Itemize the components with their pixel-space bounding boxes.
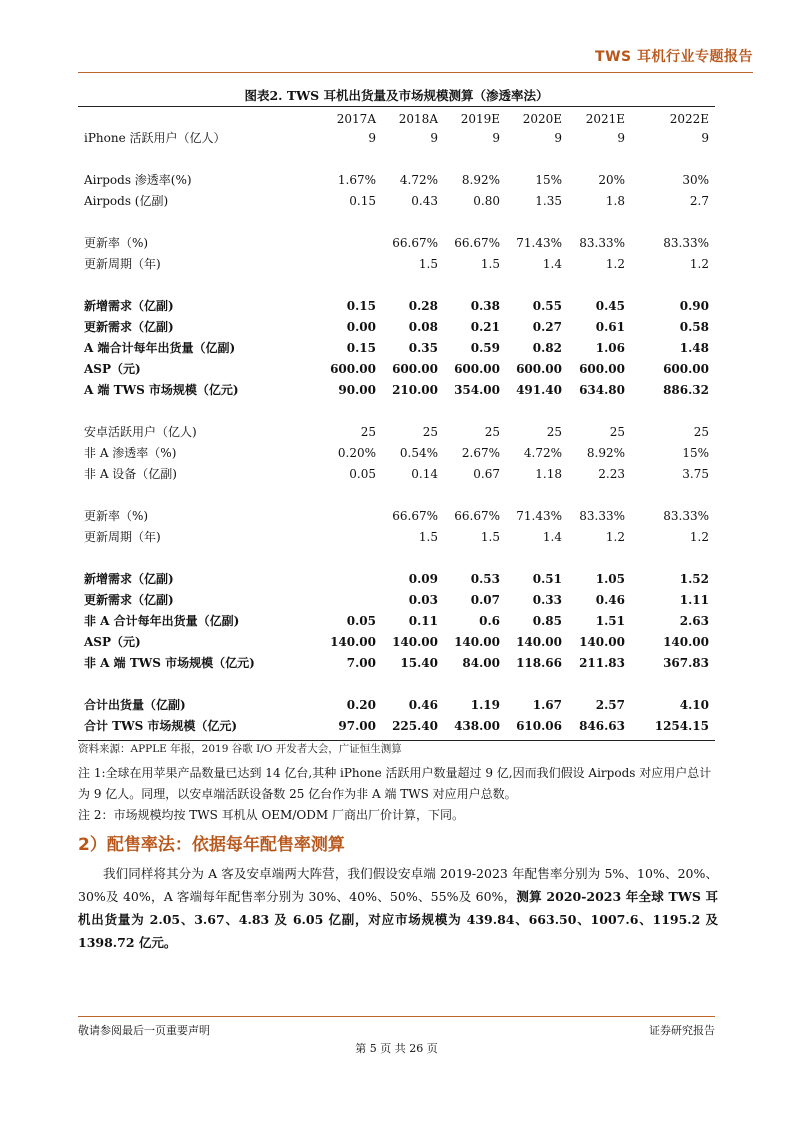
table-row xyxy=(84,296,709,317)
row-label: 合计 TWS 市场规模（亿元) xyxy=(84,719,238,733)
table-cell: 2.7 xyxy=(689,194,709,208)
table-cell: 2.57 xyxy=(595,698,625,712)
body-paragraph xyxy=(78,862,718,954)
table-row xyxy=(84,695,709,716)
table-row xyxy=(84,380,709,401)
table-cell: 15% xyxy=(682,446,709,460)
row-label: 新增需求（亿副) xyxy=(84,299,174,313)
table-cell: 1.35 xyxy=(535,194,562,208)
row-label: 非 A 渗透率（%) xyxy=(84,446,177,460)
table-cell: 1.4 xyxy=(542,530,562,544)
table-cell: 610.06 xyxy=(516,719,562,733)
table-cell: 140.00 xyxy=(454,635,500,649)
table-cell: 3.75 xyxy=(682,467,709,481)
footer-disclaimer: 敬请参阅最后一页重要声明 xyxy=(78,1024,210,1037)
table-cell: 0.05 xyxy=(346,614,376,628)
table-cell: 1.48 xyxy=(679,341,709,355)
table-header-row xyxy=(84,110,709,128)
table-row xyxy=(84,359,709,380)
footer-report-type: 证券研究报告 xyxy=(649,1024,715,1037)
table-cell: 491.40 xyxy=(516,383,562,397)
table-cell xyxy=(309,506,376,527)
table-cell: 0.09 xyxy=(408,572,438,586)
column-header: 2017A xyxy=(336,112,376,126)
footer-divider xyxy=(78,1016,715,1017)
table-cell: 25 xyxy=(360,425,376,439)
table-cell: 118.66 xyxy=(516,656,562,670)
table-cell: 1.51 xyxy=(595,614,625,628)
table-cell: 1.5 xyxy=(480,257,500,271)
table-cell: 0.45 xyxy=(595,299,625,313)
table-cell: 2.23 xyxy=(598,467,625,481)
row-label: 更新周期（年) xyxy=(84,530,161,544)
row-label: Airpods (亿副) xyxy=(84,194,169,208)
table-cell: 71.43% xyxy=(516,236,562,250)
table-cell: 2.63 xyxy=(679,614,709,628)
spacer-row xyxy=(84,548,709,569)
table-cell: 83.33% xyxy=(663,509,709,523)
table-cell: 886.32 xyxy=(663,383,709,397)
table-cell: 15% xyxy=(535,173,562,187)
table-row xyxy=(84,443,709,464)
table-cell: 438.00 xyxy=(454,719,500,733)
table-cell: 0.90 xyxy=(679,299,709,313)
table-row xyxy=(84,170,709,191)
table-cell: 600.00 xyxy=(579,362,625,376)
column-header: 2021E xyxy=(585,112,625,126)
spacer-row xyxy=(84,401,709,422)
spacer-row xyxy=(84,485,709,506)
row-label: 非 A 端 TWS 市场规模（亿元) xyxy=(84,656,255,670)
table-cell: 25 xyxy=(609,425,625,439)
table-cell: 9 xyxy=(617,131,625,145)
table-cell: 0.15 xyxy=(349,194,376,208)
table-cell: 1254.15 xyxy=(654,719,709,733)
table-cell: 140.00 xyxy=(392,635,438,649)
header-divider xyxy=(78,72,753,73)
table-cell: 1.52 xyxy=(679,572,709,586)
table-cell: 8.92% xyxy=(461,173,500,187)
table-cell: 1.5 xyxy=(480,530,500,544)
table-cell: 1.18 xyxy=(535,467,562,481)
table-cell: 66.67% xyxy=(454,509,500,523)
table-cell: 0.82 xyxy=(532,341,562,355)
table-cell: 225.40 xyxy=(392,719,438,733)
table-cell: 84.00 xyxy=(462,656,500,670)
table-cell: 140.00 xyxy=(663,635,709,649)
note-1: 注 1:全球在用苹果产品数量已达到 14 亿台,其种 iPhone 活跃用户数量超过 9 亿,因而我们假设 Airpods 对应用户总计为 9 亿人。同理，以安卓端活跃设备数 25 亿台作为非 A 端 TWS 对应用户总数。 xyxy=(78,766,712,801)
table-row xyxy=(84,506,709,527)
table-cell: 600.00 xyxy=(663,362,709,376)
table-cell: 0.20 xyxy=(346,698,376,712)
table-cell: 367.83 xyxy=(663,656,709,670)
row-label: 新增需求（亿副) xyxy=(84,572,174,586)
table-cell: 0.14 xyxy=(411,467,438,481)
table-cell: 25 xyxy=(484,425,500,439)
table-cell: 0.53 xyxy=(470,572,500,586)
table-cell: 600.00 xyxy=(454,362,500,376)
table-cell: 0.15 xyxy=(346,299,376,313)
table-cell: 4.10 xyxy=(679,698,709,712)
table-cell: 9 xyxy=(430,131,438,145)
table-cell: 7.00 xyxy=(346,656,376,670)
table-cell: 0.05 xyxy=(349,467,376,481)
table-cell: 1.5 xyxy=(418,530,438,544)
figure-caption: 图表2. TWS 耳机出货量及市场规模测算（渗透率法） xyxy=(244,88,549,103)
table-cell: 1.8 xyxy=(605,194,625,208)
table-row xyxy=(84,653,709,674)
table-cell: 25 xyxy=(422,425,438,439)
column-header: 2020E xyxy=(522,112,562,126)
row-label: iPhone 活跃用户（亿人） xyxy=(84,131,226,145)
table-row xyxy=(84,254,709,275)
table-row xyxy=(84,191,709,212)
table-row xyxy=(84,632,709,653)
row-label: 更新需求（亿副) xyxy=(84,593,174,607)
row-label: A 端合计每年出货量（亿副) xyxy=(84,341,236,355)
table-cell: 211.83 xyxy=(579,656,625,670)
table-cell: 20% xyxy=(598,173,625,187)
table-cell: 0.03 xyxy=(408,593,438,607)
table-cell: 83.33% xyxy=(663,236,709,250)
table-cell: 0.27 xyxy=(532,320,562,334)
table-cell: 1.06 xyxy=(595,341,625,355)
table-cell: 1.2 xyxy=(605,257,625,271)
table-row xyxy=(84,338,709,359)
table-cell: 0.46 xyxy=(408,698,438,712)
table-cell: 66.67% xyxy=(392,236,438,250)
row-label: 更新周期（年) xyxy=(84,257,161,271)
spacer-row xyxy=(84,275,709,296)
table-cell xyxy=(309,569,376,590)
table-cell xyxy=(309,233,376,254)
table-cell: 83.33% xyxy=(579,509,625,523)
table-cell: 66.67% xyxy=(454,236,500,250)
table-cell: 15.40 xyxy=(400,656,438,670)
row-label: A 端 TWS 市场规模（亿元) xyxy=(84,383,239,397)
paragraph-bold-text: 测算 2020-2023 年全球 TWS 耳机出货量为 2.05、3.67、4.83 及 6.05 亿副，对应市场规模为 439.84、663.50、1007.6、1195.2 及 1398.72 亿元。 xyxy=(78,889,718,950)
table-cell: 634.80 xyxy=(579,383,625,397)
table-cell: 0.6 xyxy=(479,614,500,628)
table-cell: 0.38 xyxy=(470,299,500,313)
table-cell: 9 xyxy=(554,131,562,145)
table-cell: 846.63 xyxy=(579,719,625,733)
note-2: 注 2：市场规模均按 TWS 耳机从 OEM/ODM 厂商出厂价计算，下同。 xyxy=(78,808,464,822)
table-cell: 0.11 xyxy=(408,614,438,628)
table-cell: 1.67 xyxy=(532,698,562,712)
table-cell: 0.61 xyxy=(595,320,625,334)
column-header: 2022E xyxy=(669,112,709,126)
table-top-rule xyxy=(78,106,715,107)
table-cell: 9 xyxy=(492,131,500,145)
row-label: 非 A 合计每年出货量（亿副) xyxy=(84,614,240,628)
table-cell: 0.43 xyxy=(411,194,438,208)
table-cell: 600.00 xyxy=(330,362,376,376)
table-cell: 0.59 xyxy=(470,341,500,355)
table-cell: 2.67% xyxy=(461,446,500,460)
table-cell: 0.80 xyxy=(473,194,500,208)
table-cell: 25 xyxy=(693,425,709,439)
row-label: 更新需求（亿副) xyxy=(84,320,174,334)
table-row xyxy=(84,422,709,443)
table-cell: 0.35 xyxy=(408,341,438,355)
table-cell: 140.00 xyxy=(516,635,562,649)
table-row xyxy=(84,611,709,632)
table-cell: 140.00 xyxy=(579,635,625,649)
page-number: 第 5 页 共 26 页 xyxy=(355,1042,438,1055)
row-label: 更新率（%) xyxy=(84,236,149,250)
table-cell: 0.54% xyxy=(399,446,438,460)
table-cell xyxy=(309,527,376,548)
table-row xyxy=(84,590,709,611)
table-cell: 25 xyxy=(546,425,562,439)
table-cell: 66.67% xyxy=(392,509,438,523)
table-cell: 9 xyxy=(368,131,376,145)
table-cell: 600.00 xyxy=(392,362,438,376)
report-header-title: TWS 耳机行业专题报告 xyxy=(595,49,753,65)
spacer-row xyxy=(84,212,709,233)
table-cell: 90.00 xyxy=(338,383,376,397)
table-cell: 83.33% xyxy=(579,236,625,250)
table-row xyxy=(84,317,709,338)
table-cell: 0.15 xyxy=(346,341,376,355)
table-cell: 0.46 xyxy=(595,593,625,607)
table-cell: 1.2 xyxy=(689,257,709,271)
row-label: ASP（元) xyxy=(84,362,141,376)
table-cell: 4.72% xyxy=(399,173,438,187)
row-label: Airpods 渗透率(%) xyxy=(84,173,192,187)
table-cell: 0.28 xyxy=(408,299,438,313)
table-row xyxy=(84,716,709,737)
forecast-table xyxy=(84,110,709,737)
column-header: 2019E xyxy=(460,112,500,126)
table-cell: 8.92% xyxy=(586,446,625,460)
section-title: 2）配售率法：依据每年配售率测算 xyxy=(78,835,345,855)
table-cell xyxy=(309,254,376,275)
table-cell: 140.00 xyxy=(330,635,376,649)
row-label: 合计出货量（亿副) xyxy=(84,698,186,712)
spacer-row xyxy=(84,674,709,695)
table-cell: 0.33 xyxy=(532,593,562,607)
table-cell: 0.55 xyxy=(532,299,562,313)
column-header: 2018A xyxy=(398,112,438,126)
table-cell: 71.43% xyxy=(516,509,562,523)
table-row xyxy=(84,527,709,548)
table-cell: 0.20% xyxy=(337,446,376,460)
table-cell: 0.00 xyxy=(346,320,376,334)
table-cell: 1.67% xyxy=(337,173,376,187)
table-cell: 0.08 xyxy=(408,320,438,334)
table-cell: 1.2 xyxy=(689,530,709,544)
spacer-row xyxy=(84,149,709,170)
table-cell: 0.67 xyxy=(473,467,500,481)
table-cell: 0.85 xyxy=(532,614,562,628)
table-cell: 0.58 xyxy=(679,320,709,334)
row-label: 更新率（%) xyxy=(84,509,149,523)
table-cell xyxy=(309,590,376,611)
row-label: ASP（元) xyxy=(84,635,141,649)
row-label: 安卓活跃用户（亿人) xyxy=(84,425,197,439)
table-cell: 1.05 xyxy=(595,572,625,586)
data-source: 资料来源：APPLE 年报，2019 谷歌 I/O 开发者大会，广证恒生测算 xyxy=(78,743,402,755)
table-cell: 600.00 xyxy=(516,362,562,376)
table-cell: 1.4 xyxy=(542,257,562,271)
table-row xyxy=(84,569,709,590)
table-cell: 1.2 xyxy=(605,530,625,544)
table-cell: 4.72% xyxy=(523,446,562,460)
table-cell: 210.00 xyxy=(392,383,438,397)
table-cell: 1.19 xyxy=(470,698,500,712)
row-label: 非 A 设备（亿副) xyxy=(84,467,177,481)
table-cell: 97.00 xyxy=(338,719,376,733)
table-cell: 9 xyxy=(701,131,709,145)
table-row xyxy=(84,233,709,254)
table-cell: 30% xyxy=(682,173,709,187)
table-cell: 0.21 xyxy=(470,320,500,334)
table-row xyxy=(84,464,709,485)
header-label-cell xyxy=(84,110,309,128)
paragraph-text: 我们同样将其分为 A 客及安卓端两大阵营，我们假设安卓端 2019-2023 年配售率分别为 5%、10%、20%、30%及 40%，A 客端每年配售率分别为 30%、40%、50%、55%及 60%， xyxy=(78,866,718,904)
table-cell: 1.11 xyxy=(679,593,709,607)
table-cell: 0.07 xyxy=(470,593,500,607)
table-row xyxy=(84,128,709,149)
table-cell: 1.5 xyxy=(418,257,438,271)
table-cell: 0.51 xyxy=(532,572,562,586)
table-cell: 354.00 xyxy=(454,383,500,397)
